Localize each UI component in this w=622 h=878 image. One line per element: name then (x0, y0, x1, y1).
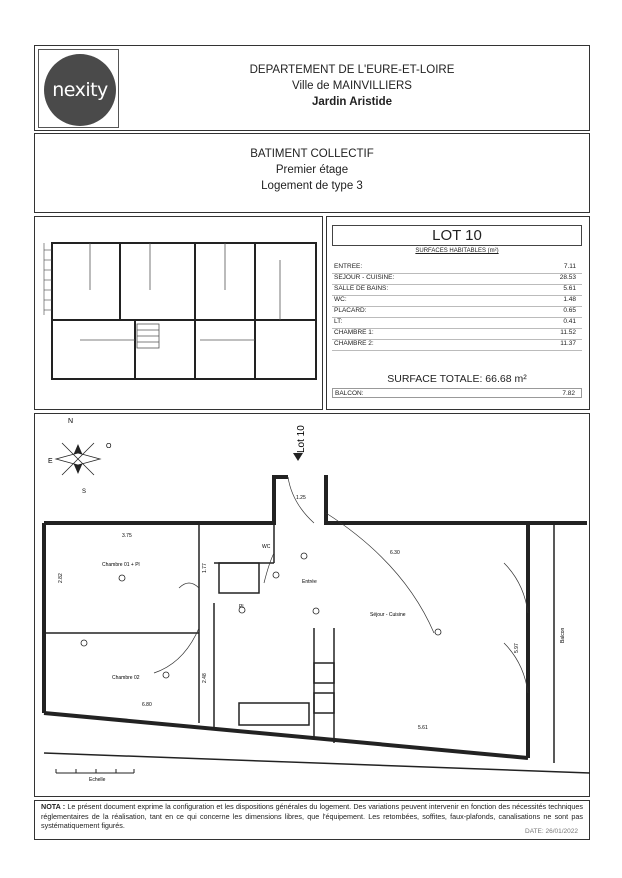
lot-label: Lot 10 (296, 425, 307, 453)
surface-value: 5.61 (563, 285, 576, 292)
surface-name: ENTREE: (334, 263, 363, 270)
dim-5: 1.25 (296, 495, 306, 501)
room-chambre2: Chambre 02 (112, 675, 140, 681)
scale-label: Echelle (89, 777, 106, 783)
surfaces-heading: SURFACES HABITABLES (m²) (415, 248, 499, 254)
document-date: DATE: 26/01/2022 (525, 828, 578, 835)
balcon-row (332, 388, 582, 398)
surface-name: CHAMBRE 1: (334, 329, 374, 336)
building-floor: Premier étage (275, 164, 349, 176)
surface-name: SALLE DE BAINS: (334, 285, 389, 292)
surface-name: LT: (334, 318, 343, 325)
room-balcon: Balcon (560, 627, 566, 643)
surface-total: SURFACE TOTALE: 66.68 m² (387, 373, 527, 385)
logo-text: nexity (52, 79, 108, 101)
lot-arrow-icon (293, 453, 303, 461)
note-label: NOTA : (41, 802, 66, 811)
department-title: DEPARTEMENT DE L'EURE-ET-LOIRE (249, 64, 455, 76)
compass-s: S (82, 489, 87, 495)
note (41, 802, 583, 831)
surface-value: 28.53 (559, 274, 576, 281)
building-type: BATIMENT COLLECTIF (250, 148, 374, 160)
balcon-name: BALCON: (335, 390, 364, 397)
compass-n: N (68, 418, 74, 425)
key-plan (40, 240, 320, 385)
surface-name: CHAMBRE 2: (334, 340, 374, 347)
note-text: Le présent document exprime la configuration et les dispositions générales du logement. Des variations peuvent intervenir en fonction des nécessités techniques réglementaires de la réalisation, tant en ce qui concerne les dimensions libres, que l'équipement. Les retombées, soffites, faux-plafonds, canalisations ne sont pas systématiquement figurés. (41, 802, 584, 830)
floor-plan (34, 413, 590, 797)
dim-7: 2.48 (202, 673, 208, 683)
building-text (34, 146, 590, 194)
surface-name: WC: (334, 296, 347, 303)
surface-value: 11.52 (560, 329, 576, 336)
dim-4: 5.61 (418, 725, 428, 731)
header-text (122, 62, 582, 110)
lot-title: LOT 10 (332, 225, 582, 246)
project-title: Jardin Aristide (311, 96, 393, 108)
surface-value: 7.11 (563, 263, 576, 270)
room-entree: Entrée (302, 579, 317, 585)
room-chambre1: Chambre 01 + Pl (102, 562, 140, 568)
dim-3: 6.80 (142, 702, 152, 708)
dim-2: 6.30 (390, 550, 400, 556)
surface-name: PLACARD: (334, 307, 367, 314)
compass-o: O (106, 443, 112, 450)
dim-1: 3.75 (122, 533, 132, 539)
dim-9: 1.77 (202, 563, 208, 573)
surface-value: 0.41 (563, 318, 576, 325)
compass-e: E (48, 458, 53, 465)
surface-value: 0.65 (563, 307, 576, 314)
city-title: Ville de MAINVILLIERS (292, 80, 412, 92)
balcon-value: 7.82 (562, 390, 575, 397)
compass-icon (56, 443, 100, 475)
room-pl: Pl (239, 604, 244, 610)
room-wc: WC (262, 544, 271, 550)
dim-6: 2.82 (58, 573, 64, 583)
surface-value: 1.48 (563, 296, 576, 303)
surface-value: 11.37 (560, 340, 576, 347)
room-sejour: Séjour - Cuisine (370, 612, 406, 618)
dim-8: 5.97 (514, 643, 520, 653)
scale-bar (56, 769, 134, 773)
surface-name: SEJOUR - CUISINE: (334, 274, 395, 281)
nexity-logo (44, 54, 116, 126)
surface-row (332, 339, 582, 351)
unit-type: Logement de type 3 (261, 180, 363, 192)
